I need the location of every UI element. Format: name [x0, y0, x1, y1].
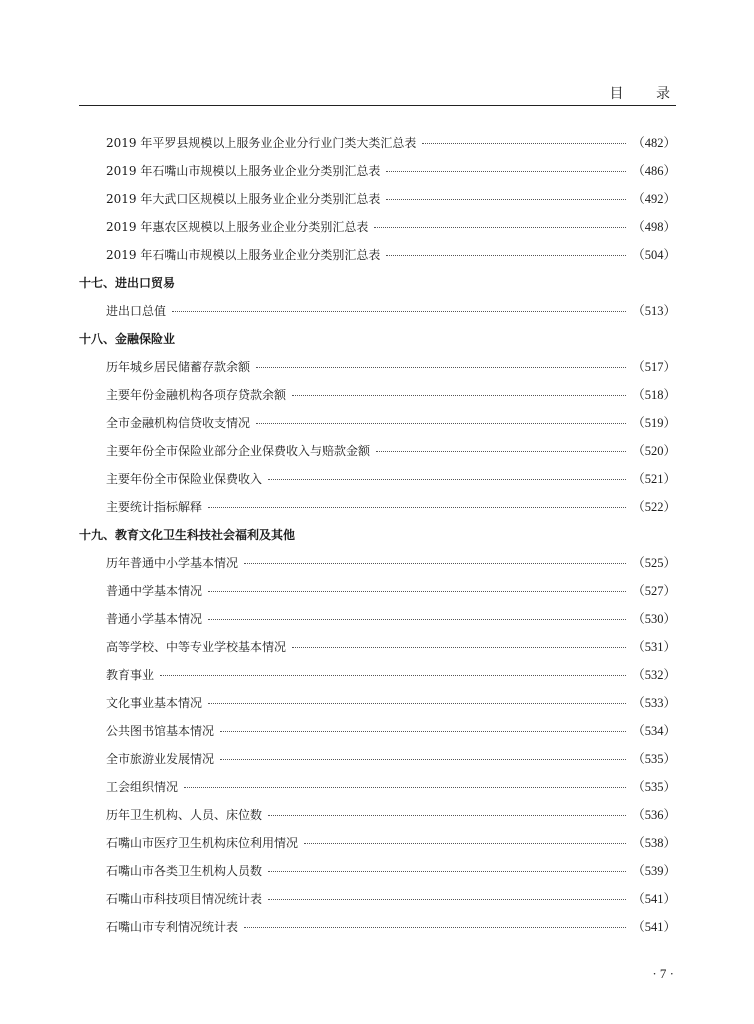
- toc-entry[interactable]: [79, 772, 676, 800]
- dot-leader: [376, 451, 626, 452]
- dot-leader: [268, 815, 626, 816]
- page-number: · 7 ·: [652, 966, 674, 981]
- toc-entry-title: 全市旅游业发展情况: [106, 751, 215, 766]
- toc-entry-page: （482）: [632, 136, 676, 150]
- toc-section-heading: 十八、金融保险业: [79, 331, 176, 346]
- toc-entry-title: 石嘴山市科技项目情况统计表: [106, 891, 263, 906]
- toc-entry-title: 石嘴山市医疗卫生机构床位利用情况: [106, 835, 299, 850]
- toc-entry-page: （525）: [632, 556, 676, 570]
- toc-entry-title: 高等学校、中等专业学校基本情况: [106, 639, 287, 654]
- toc-entry[interactable]: [79, 744, 676, 772]
- toc-entry-page: （504）: [632, 248, 676, 262]
- toc-entry-title: 教育事业: [106, 667, 155, 682]
- toc-section-heading: 十七、进出口贸易: [79, 275, 176, 290]
- toc-entry[interactable]: [79, 408, 676, 436]
- dot-leader: [208, 703, 626, 704]
- dot-leader: [208, 619, 626, 620]
- toc-entry-page: （520）: [632, 444, 676, 458]
- toc-entry-title: 2019 年惠农区规模以上服务业企业分类别汇总表: [106, 219, 369, 234]
- dot-leader: [220, 759, 626, 760]
- dot-leader: [268, 899, 626, 900]
- dot-leader: [208, 591, 626, 592]
- toc-entry[interactable]: [79, 240, 676, 268]
- toc-entry[interactable]: [79, 436, 676, 464]
- dot-leader: [160, 675, 626, 676]
- dot-leader: [208, 507, 626, 508]
- toc-entry-title: 2019 年石嘴山市规模以上服务业企业分类别汇总表: [106, 247, 381, 262]
- toc-entry[interactable]: [79, 212, 676, 240]
- toc-entry-page: （535）: [632, 752, 676, 766]
- toc-entry-title: 主要年份金融机构各项存贷款余额: [106, 387, 287, 402]
- dot-leader: [244, 563, 626, 564]
- toc-entry-page: （486）: [632, 164, 676, 178]
- toc-entry-page: （498）: [632, 220, 676, 234]
- toc-entry[interactable]: [79, 352, 676, 380]
- toc-entry[interactable]: [79, 688, 676, 716]
- toc-entry-title: 历年城乡居民储蓄存款余额: [106, 359, 251, 374]
- toc-entry-page: （530）: [632, 612, 676, 626]
- toc-entry-title: 全市金融机构信贷收支情况: [106, 415, 251, 430]
- dot-leader: [256, 423, 626, 424]
- toc-entry[interactable]: [79, 912, 676, 940]
- toc-entry-page: （536）: [632, 808, 676, 822]
- dot-leader: [184, 787, 626, 788]
- toc-entry-page: （539）: [632, 864, 676, 878]
- toc-entry-title: 主要统计指标解释: [106, 499, 203, 514]
- toc-entry-page: （492）: [632, 192, 676, 206]
- dot-leader: [292, 647, 626, 648]
- toc-entry-title: 2019 年大武口区规模以上服务业企业分类别汇总表: [106, 191, 381, 206]
- header-rule: [79, 105, 676, 106]
- toc-entry-page: （541）: [632, 920, 676, 934]
- toc-entry[interactable]: [79, 492, 676, 520]
- toc-entry-page: （517）: [632, 360, 676, 374]
- toc-entry-title: 历年卫生机构、人员、床位数: [106, 807, 263, 822]
- toc-entry-page: （522）: [632, 500, 676, 514]
- toc-entry-page: （531）: [632, 640, 676, 654]
- toc-entry-page: （513）: [632, 304, 676, 318]
- toc-entry-title: 普通中学基本情况: [106, 583, 203, 598]
- toc-entry-page: （535）: [632, 780, 676, 794]
- toc-entry-page: （532）: [632, 668, 676, 682]
- toc-entry[interactable]: [79, 156, 676, 184]
- toc-entry-title: 2019 年石嘴山市规模以上服务业企业分类别汇总表: [106, 163, 381, 178]
- toc-entry[interactable]: [79, 716, 676, 744]
- running-header-title: 目 录: [609, 86, 684, 102]
- toc-entry-title: 历年普通中小学基本情况: [106, 555, 239, 570]
- toc-entry-page: （533）: [632, 696, 676, 710]
- toc-entry-title: 公共图书馆基本情况: [106, 723, 215, 738]
- toc-entry-title: 2019 年平罗县规模以上服务业企业分行业门类大类汇总表: [106, 135, 417, 150]
- dot-leader: [386, 171, 626, 172]
- toc-entry-page: （541）: [632, 892, 676, 906]
- toc-entry-page: （538）: [632, 836, 676, 850]
- dot-leader: [268, 871, 626, 872]
- toc-entry[interactable]: [79, 828, 676, 856]
- toc-entry[interactable]: [79, 576, 676, 604]
- dot-leader: [422, 143, 626, 144]
- toc-entry[interactable]: [79, 184, 676, 212]
- toc-entry[interactable]: [79, 380, 676, 408]
- dot-leader: [220, 731, 626, 732]
- dot-leader: [292, 395, 626, 396]
- toc-entry[interactable]: [79, 800, 676, 828]
- toc-entry-title: 石嘴山市专利情况统计表: [106, 919, 239, 934]
- toc-entry-page: （521）: [632, 472, 676, 486]
- dot-leader: [256, 367, 626, 368]
- toc-entry-title: 石嘴山市各类卫生机构人员数: [106, 863, 263, 878]
- dot-leader: [304, 843, 626, 844]
- dot-leader: [268, 479, 626, 480]
- toc-entry-title: 文化事业基本情况: [106, 695, 203, 710]
- toc-entry-page: （519）: [632, 416, 676, 430]
- table-of-contents: [79, 128, 676, 940]
- toc-entry-page: （534）: [632, 724, 676, 738]
- toc-entry[interactable]: [79, 856, 676, 884]
- dot-leader: [172, 311, 626, 312]
- toc-entry-page: （518）: [632, 388, 676, 402]
- toc-entry[interactable]: [79, 548, 676, 576]
- dot-leader: [244, 927, 626, 928]
- toc-entry-title: 主要年份全市保险业保费收入: [106, 471, 263, 486]
- toc-entry[interactable]: [79, 660, 676, 688]
- dot-leader: [386, 199, 626, 200]
- dot-leader: [374, 227, 626, 228]
- toc-entry-title: 工会组织情况: [106, 779, 179, 794]
- toc-entry-title: 普通小学基本情况: [106, 611, 203, 626]
- toc-entry-title: 主要年份全市保险业部分企业保费收入与赔款金额: [106, 443, 371, 458]
- toc-entry[interactable]: [79, 464, 676, 492]
- toc-entry[interactable]: [79, 604, 676, 632]
- dot-leader: [386, 255, 626, 256]
- toc-entry[interactable]: [79, 632, 676, 660]
- toc-section-heading: 十九、教育文化卫生科技社会福利及其他: [79, 527, 296, 542]
- toc-entry[interactable]: [79, 884, 676, 912]
- toc-entry-title: 进出口总值: [106, 303, 167, 318]
- toc-entry[interactable]: [79, 296, 676, 324]
- toc-entry[interactable]: [79, 128, 676, 156]
- toc-entry-page: （527）: [632, 584, 676, 598]
